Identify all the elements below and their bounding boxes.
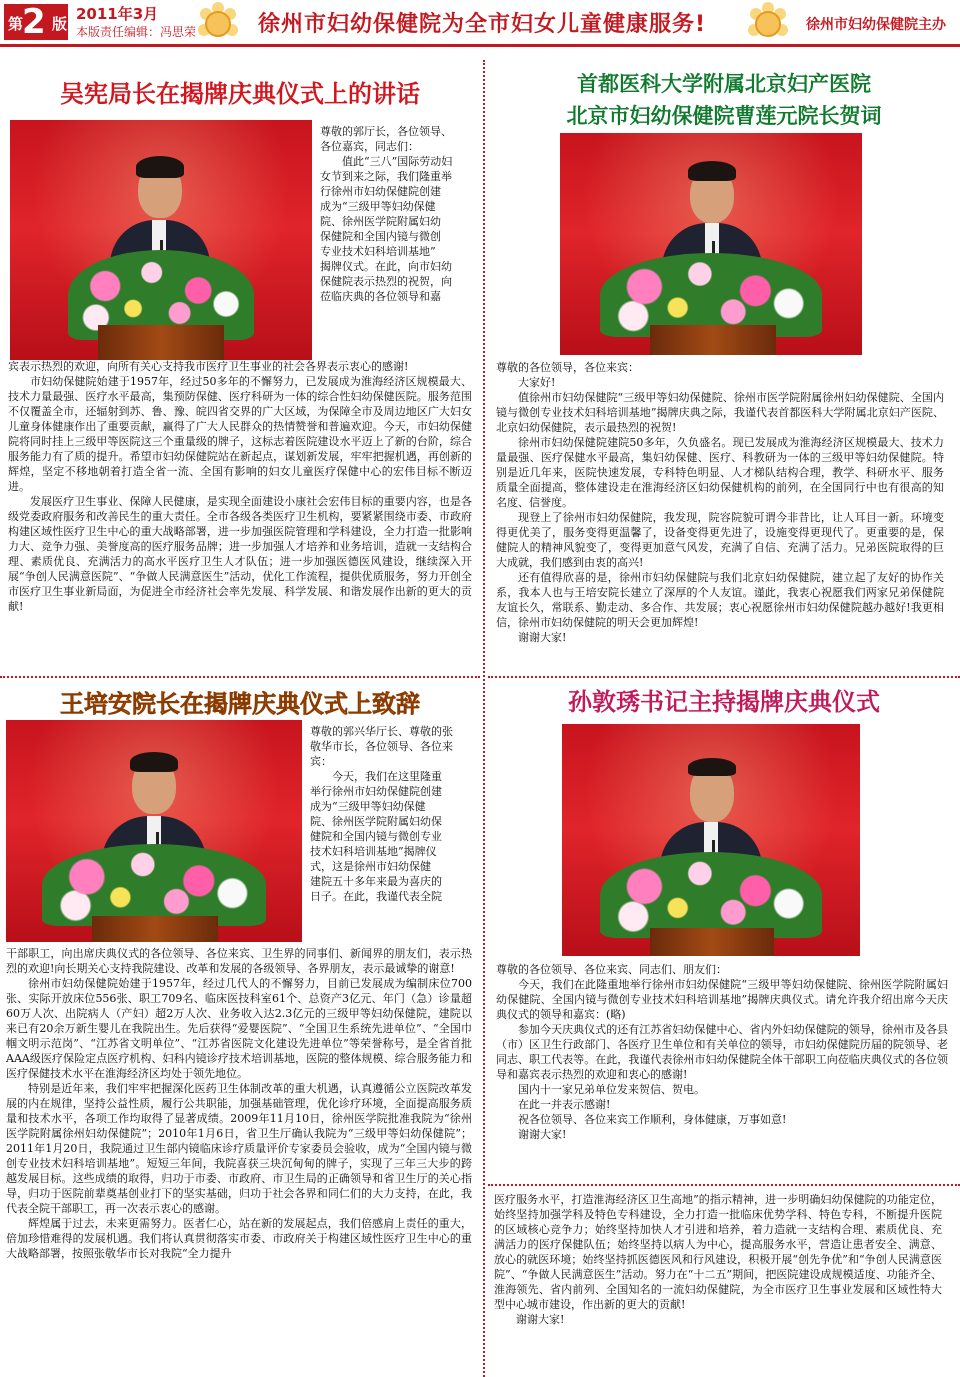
column-divider xyxy=(483,60,485,1377)
article-title-cao-line2: 北京市妇幼保健院曹莲元院长贺词 xyxy=(566,104,882,128)
photo-sun-speaker xyxy=(562,724,860,956)
photo-cao-speaker xyxy=(560,133,862,355)
section-divider xyxy=(488,676,960,678)
issue-editor: 本版责任编辑：冯思荣 xyxy=(76,25,197,39)
section-divider xyxy=(0,676,480,678)
baby-mascot-icon xyxy=(748,2,788,42)
article-title-wang: 王培安院长在揭牌庆典仪式上致辞 xyxy=(60,690,420,718)
article-wu-side-text: 尊敬的郭厅长，各位领导、 各位嘉宾，同志们： 值此“三八”国际劳动妇 女节到来之际，我们隆重举 行徐州市妇幼保健院创建 成为“三级甲等妇幼保健 院、徐州医学院附属妇幼 保健院和全国内镜与微创 专业技术妇科培训基地” 揭牌仪式。在此，向市妇幼 保健院表示热烈的祝贺，向 莅临庆典的各位领导和嘉 xyxy=(320,125,453,303)
article-wang-continuation: 医疗服务水平，打造淮海经济区卫生高地”的指示精神，进一步明确妇幼保健院的功能定位，始终坚持加强学科及特色专科建设，全力打造一批临床优势学科、特色专科，不断提升医院的区域核心竞争力；始终坚持加快人才引进和培养，着力造就一支结构合理、素质优良、充满活力的医疗保健队伍；始终坚持以病人为中心，提高服务水平，营造让患者安全、满意、放心的就医环境；始终坚持抓医德医风和行风建设，积极开展“创先争优”和“争创人民满意医院”、“争做人民满意医生”活动。努力在“十二五”期间，把医院建设成规模适度、功能齐全、淮海领先、省内前列、全国知名的一流妇幼保健院，为全市医疗卫生事业发展和区域性特大型中心城市建设，作出新的更大的贡献! 谢谢大家! xyxy=(494,1193,942,1326)
photo-wang-speaker xyxy=(6,720,302,942)
article-title-sun: 孙敦琇书记主持揭牌庆典仪式 xyxy=(568,688,880,716)
issue-date: 2011年3月 xyxy=(76,5,159,23)
issue-suffix: 版 xyxy=(52,15,68,33)
page-number-badge xyxy=(4,4,68,40)
header-sponsor: 徐州市妇幼保健院主办 xyxy=(806,17,946,33)
article-wu-body: 宾表示热烈的欢迎，向所有关心支持我市医疗卫生事业的社会各界表示衷心的感谢! 市妇幼保健院始建于1957年，经过50多年的不懈努力，已发展成为淮海经济区规模最大、技术力量最强、医疗水平最高，集预防保健、医疗科研为一体的综合性妇幼保健医院。服务范围不仅覆盖全市，还辐射到苏、鲁、豫、皖四省交界的广大区域，为保障全市及周边地区广大妇女儿童身体健康作出了重要贡献，赢得了广大人民群众的热情赞誉和普遍欢迎。今天，市妇幼保健院将同时挂上三级甲等医院这三个重量级的牌子，这标志着医院建设水平迈上了新的台阶，综合服务能力有了质的提升。希望市妇幼保健院站在新起点，谋划新发展，牢牢把握机遇，再创新的辉煌，坚定不移地朝着打造全省一流、全国有影响的妇女儿童医疗保健中心的宏伟目标不断迈进。 发展医疗卫生事业、保障人民健康，是实现全面建设小康社会宏伟目标的重要内容，也是各级党委政府服务和改善民生的重大责任。全市各级各类医疗卫生机构，要紧紧围绕市委、市政府构建区域性医疗卫生中心的重大战略部署，进一步加强医院管理和学科建设，全力打造一批影响力大、竞争力强、美誉度高的医疗服务品牌；进一步加强人才培养和业务培训，造就一支结构合理、素质优良、充满活力的高水平医疗卫生人才队伍；进一步加强医德医风建设，继续深入开展“争创人民满意医院”、“争做人民满意医生”活动，优化工作流程，提供优质服务，努力开创全市医疗卫生事业新局面，为促进全市经济社会率先发展、科学发展、和谐发展作出新的更大的贡献! xyxy=(8,360,472,613)
baby-mascot-icon xyxy=(198,2,238,42)
photo-wu-speaker xyxy=(10,120,312,360)
article-sun-body: 尊敬的各位领导、各位来宾、同志们、朋友们： 今天，我们在此隆重地举行徐州市妇幼保健院“三级甲等妇幼保健院、徐州医学院附属妇幼保健院、全国内镜与微创专业技术妇科培训基地”揭牌庆典仪式。请允许我介绍出席今天庆典仪式的领导和嘉宾：(略) 参加今天庆典仪式的还有江苏省妇幼保健中心、省内外妇幼保健院的领导，徐州市及各县（市）区卫生行政部门、各医疗卫生单位和有关单位的领导，市妇幼保健院历届的院领导、老同志、职工代表等。在此，我谨代表徐州市妇幼保健院全体干部职工向莅临庆典仪式的各位领导和嘉宾表示热烈的欢迎和衷心的感谢! 国内十一家兄弟单位发来贺信、贺电。 在此一并表示感谢! 祝各位领导、各位来宾工作顺利，身体健康，万事如意! 谢谢大家! xyxy=(496,963,948,1141)
section-divider xyxy=(488,1184,960,1186)
header-slogan: 徐州市妇幼保健院为全市妇女儿童健康服务! xyxy=(258,12,707,37)
issue-number: 2 xyxy=(22,2,46,42)
article-cao-body: 尊敬的各位领导，各位来宾： 大家好! 值徐州市妇幼保健院“三级甲等妇幼保健院、徐州市医学院附属徐州妇幼保健院、全国内镜与微创专业技术妇科培训基地”揭牌庆典之际，我谨代表首都医科大学附属北京妇产医院、北京妇幼保健院，表示最热烈的祝贺! 徐州市妇幼保健院建院50多年，久负盛名。现已发展成为淮海经济区规模最大、技术力量最强、医疗保健水平最高，集妇幼保健、医疗、科教研为一体的三级甲等妇幼保健院。特别是近几年来，医院快速发展，专科特色明显、人才梯队结构合理，教学、科研水平、服务质量全面提高，整体建设走在淮海经济区妇幼保健机构的前列，在全国同行中也有很高的知名度、信誉度。 现登上了徐州市妇幼保健院，我发现，院容院貌可谓今非昔比，让人耳目一新。环境变得更优美了，服务变得更温馨了，设备变得更先进了，设施变得更现代了。更重要的是，保健院人的精神风貌变了，变得更加意气风发，充满了自信、充满了活力。兄弟医院取得的巨大成就，我们感到由衷的高兴! 还有值得欣喜的是，徐州市妇幼保健院与我们北京妇幼保健院，建立起了友好的协作关系，我本人也与王培安院长建立了深厚的个人友谊。谨此，我衷心祝愿我们两家兄弟保健院友谊长久，常联系、勤走动、多合作、共发展；衷心祝愿徐州市妇幼保健院越办越好!我更相信，徐州市妇幼保健院的明天会更加辉煌! 谢谢大家! xyxy=(496,361,944,644)
page-header xyxy=(0,0,960,47)
issue-prefix: 第 xyxy=(8,15,24,33)
article-wang-body: 干部职工，向出席庆典仪式的各位领导、各位来宾、卫生界的同事们、新闻界的朋友们，表示热烈的欢迎!向长期关心支持我院建设、改革和发展的各级领导、各界朋友，表示最诚挚的谢意! 徐州市妇幼保健院始建于1957年，经过几代人的不懈努力，目前已发展成为编制床位700张、实际开放床位556张、职工709名、临床医技科室61个、总资产3亿元、年门（急）诊量超60万人次、出院病人（产妇）超2万人次、业务收入达2.3亿元的三级甲等妇幼保健院，建院以来已有20余万新生婴儿在我院出生。先后获得“爱婴医院”、“全国卫生系统先进单位”、“全国巾帼文明示范岗”、“江苏省文明单位”、“江苏省医院文化建设先进单位”等荣誉称号，是全省首批AAA级医疗保险定点医疗机构、妇科内镜诊疗技术培训基地，医院的整体规模、综合服务能力和医疗保健技术水平在淮海经济区均处于领先地位。 特别是近年来，我们牢牢把握深化医药卫生体制改革的重大机遇，认真遵循公立医院改革发展的内在规律，坚持公益性质，履行公共职能，加强基础管理，优化诊疗环境，全面提高服务质量和技术水平，各项工作均取得了显著成绩。2009年11月10日，徐州医学院批准我院为“徐州医学院附属徐州妇幼保健院”；2010年1月6日，省卫生厅确认我院为“三级甲等妇幼保健院”；2011年1月20日，我院通过卫生部内镜临床诊疗质量评价专家委员会验收，成为“全国内镜与微创专业技术妇科培训基地”。短短三年间，我院喜获三块沉甸甸的牌子，实现了三年三大步的跨越发展目标。这些成绩的取得，归功于市委、市政府、市卫生局的正确领导和省卫生厅的关心指导，归功于医院前辈奠基创业打下的坚实基础，归功于社会各界和同仁们的大力支持，在此，我代表全院干部职工，再一次表示衷心的感谢。 辉煌属于过去，未来更需努力。医者仁心，站在新的发展起点，我们倍感肩上责任的重大，倍加珍惜难得的发展机遇。我们将认真贯彻落实市委、市政府关于构建区域性医疗卫生中心的重大战略部署，按照张敬华市长对我院“全力提升 xyxy=(6,947,472,1260)
article-wang-side-text: 尊敬的郭兴华厅长、尊敬的张 敬华市长，各位领导、各位来 宾： 今天，我们在这里隆重 举行徐州市妇幼保健院创建 成为“三级甲等妇幼保健 院、徐州医学院附属妇幼保 健院和全国内镜与微创专业 技术妇科培训基地”揭牌仪 式，这是徐州市妇幼保健 建院五十多年来最为喜庆的 日子。在此，我谨代表全院 xyxy=(310,725,453,903)
article-title-cao-line1: 首都医科大学附属北京妇产医院 xyxy=(577,72,871,96)
article-title-wu: 吴宪局长在揭牌庆典仪式上的讲话 xyxy=(60,80,420,108)
